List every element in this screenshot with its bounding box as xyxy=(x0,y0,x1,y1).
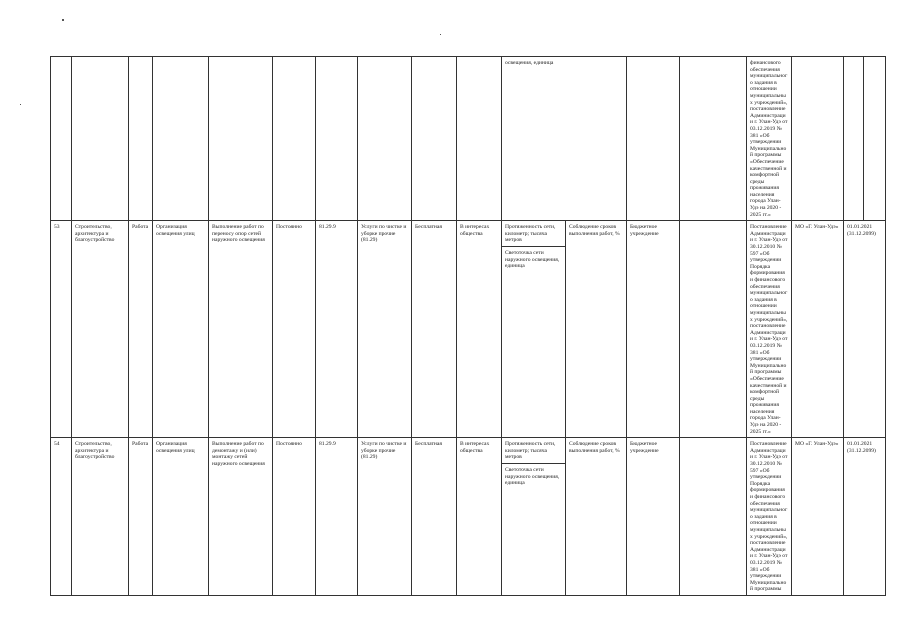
service-type xyxy=(358,57,412,221)
activity-sphere: Строительство, архитектура и благоустройство xyxy=(72,221,129,438)
empty-cell xyxy=(680,221,747,438)
volume-indicators xyxy=(502,57,627,221)
interest-category: В интересах общества xyxy=(457,438,502,596)
okved-code: 81.29.9 xyxy=(316,221,358,438)
institution-type: Бюджетное учреждение xyxy=(627,221,680,438)
service-name xyxy=(153,57,209,221)
empty-cell xyxy=(864,57,886,221)
volume-indicator-unit: освещения, единица xyxy=(505,60,554,66)
table-row xyxy=(51,57,886,221)
registry-table xyxy=(50,56,886,596)
payment-type: Бесплатная xyxy=(412,221,457,438)
quality-indicator xyxy=(627,57,680,221)
activity-sphere xyxy=(72,57,129,221)
quality-indicator: Соблюдение сроков выполнения работ, % xyxy=(566,438,627,596)
municipality: МО «Г. Улан-Удэ» xyxy=(792,438,844,596)
row-number: 54 xyxy=(51,438,72,596)
work-content: Выполнение работ по переносу опор сетей наружного освещения xyxy=(209,221,273,438)
work-content xyxy=(209,57,273,221)
quality-indicator: Соблюдение сроков выполнения работ, % xyxy=(566,221,627,438)
activity-kind: Работа xyxy=(129,221,153,438)
payment-type: Бесплатная xyxy=(412,438,457,596)
validity-dates xyxy=(844,57,864,221)
work-condition xyxy=(273,57,316,221)
payment-type xyxy=(412,57,457,221)
volume-indicator-length: Протяженность сети, километр; тысяча метров xyxy=(505,224,556,244)
municipality: МО «Г. Улан-Удэ» xyxy=(792,221,844,438)
volume-indicator-lightpoints: Светоточка сети наружного освещения, единица xyxy=(502,246,565,272)
volume-indicator-length: Протяженность сети, километр; тысяча метров xyxy=(505,441,556,461)
service-type: Услуги по чистке и уборке прочие (81.29) xyxy=(358,221,412,438)
scan-speck xyxy=(62,19,64,21)
empty-cell xyxy=(680,438,747,596)
legal-basis: Постановление Администрации г. Улан-Удэ от 30.12.2010 № 597 «Об утверждении Порядка формирования и финансового обеспечения муниципального задания в отношении муниципальных учреждений», постановление Администрации г. Улан-Удэ от 03.12.2019 № 381 «Об утверждении Муниципальной программы «Обеспечение качественной и комфортной среды проживания населения города Улан-Удэ на 2020 - 2025 гг.» xyxy=(747,221,792,438)
validity-dates: 01.01.2021 (31.12.2099) xyxy=(844,221,886,438)
table-row xyxy=(51,438,886,596)
okved-code: 81.29.9 xyxy=(316,438,358,596)
legal-basis: финансового обеспечения муниципального задания в отношении муниципальных учреждений», постановление Администрации г. Улан-Удэ от 03.12.2019 № 381 «Об утверждении Муниципальной программы «Обеспечение качественной и комфортной среды проживания населения города Улан-Удэ на 2020 - 2025 гг.» xyxy=(747,57,792,221)
service-type: Услуги по чистке и уборке прочие (81.29) xyxy=(358,438,412,596)
institution-type xyxy=(680,57,747,221)
work-content: Выполнение работ по демонтажу и (или) монтажу сетей наружного освещения xyxy=(209,438,273,596)
okved-code xyxy=(316,57,358,221)
work-condition: Постоянно xyxy=(273,221,316,438)
interest-category: В интересах общества xyxy=(457,221,502,438)
municipality xyxy=(792,57,844,221)
activity-kind: Работа xyxy=(129,438,153,596)
volume-indicator-lightpoints: Светоточка сети наружного освещения, единица xyxy=(502,463,565,489)
activity-kind xyxy=(129,57,153,221)
validity-dates: 01.01.2021 (31.12.2099) xyxy=(844,438,886,596)
volume-indicators xyxy=(502,221,566,438)
table-row xyxy=(51,221,886,438)
row-number xyxy=(51,57,72,221)
activity-sphere: Строительство, архитектура и благоустройство xyxy=(72,438,129,596)
scan-speck xyxy=(440,34,441,35)
work-condition: Постоянно xyxy=(273,438,316,596)
interest-category xyxy=(457,57,502,221)
service-name: Организация освещения улиц xyxy=(153,438,209,596)
institution-type: Бюджетное учреждение xyxy=(627,438,680,596)
legal-basis: Постановление Администрации г. Улан-Удэ от 30.12.2010 № 597 «Об утверждении Порядка формирования и финансового обеспечения муниципального задания в отношении муниципальных учреждений», постановление Администрации г. Улан-Удэ от 03.12.2019 № 381 «Об утверждении Муниципальной программы xyxy=(747,438,792,596)
volume-indicators xyxy=(502,438,566,596)
scan-speck xyxy=(20,104,21,105)
row-number: 53 xyxy=(51,221,72,438)
service-name: Организация освещения улиц xyxy=(153,221,209,438)
